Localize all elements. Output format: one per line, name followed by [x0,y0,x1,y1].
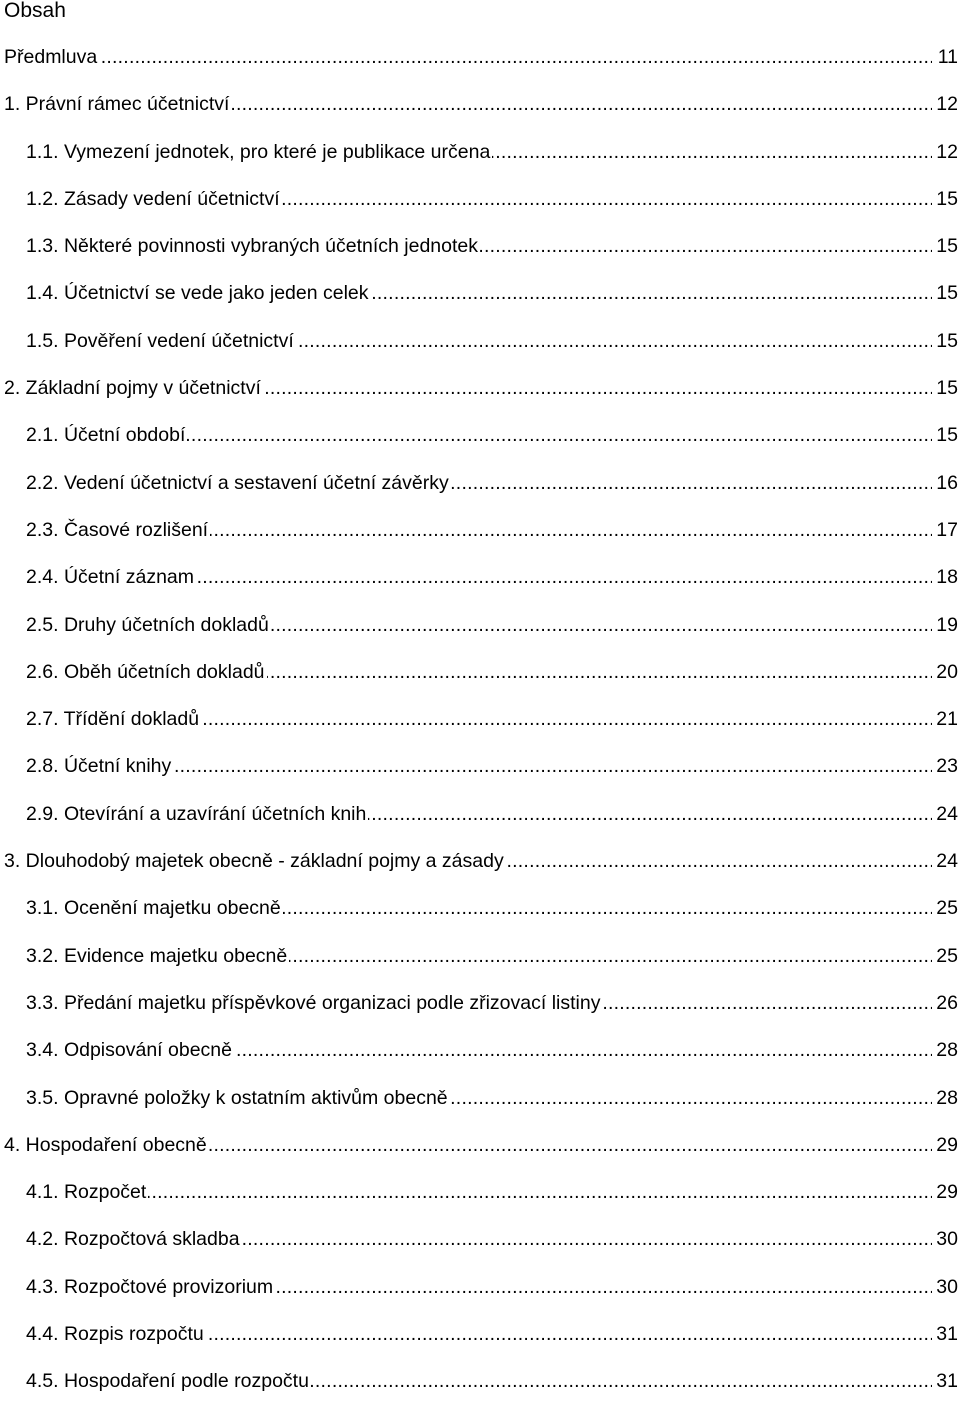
toc-dot-leader [210,517,932,543]
toc-page-number[interactable]: 31 [936,1323,958,1346]
toc-dot-leader [99,44,932,70]
toc-page-number[interactable]: 18 [936,566,958,589]
toc-page-number[interactable]: 29 [936,1181,958,1204]
toc-page-number[interactable]: 23 [936,755,958,778]
toc-entry-title[interactable]: 2.1. Účetní období [26,424,186,447]
toc-page-number[interactable]: 15 [936,329,958,352]
toc-page-number[interactable]: 12 [936,140,958,163]
toc-entry-title[interactable]: 4.3. Rozpočtové provizorium [26,1275,274,1298]
toc-entry-title[interactable]: 1.2. Zásady vedení účetnictví [26,187,280,210]
toc-entry[interactable] [0,422,960,469]
toc-entry-title[interactable]: 1.4. Účetnictví se vede jako jeden celek [26,282,369,305]
toc-dot-leader [242,1226,932,1252]
toc-entry-title[interactable]: 3.3. Předání majetku příspěvkové organizaci podle zřizovací listiny [26,991,601,1014]
toc-dot-leader [231,91,932,117]
toc-entry-title[interactable]: 4.5. Hospodaření podle rozpočtu [26,1370,309,1393]
toc-dot-leader [282,186,932,212]
toc-page-number[interactable]: 12 [936,93,958,116]
toc-entry[interactable] [0,280,960,327]
toc-entry-title[interactable]: 3.2. Evidence majetku obecně [26,944,288,967]
toc-entry[interactable] [0,706,960,753]
toc-dot-leader [451,470,932,496]
toc-entry[interactable] [0,1368,960,1415]
toc-page-number[interactable]: 15 [936,377,958,400]
toc-dot-leader [368,801,932,827]
toc-entry[interactable] [0,1037,960,1084]
toc-page-number[interactable]: 28 [936,1086,958,1109]
toc-entry[interactable] [0,753,960,800]
toc-entry[interactable] [0,659,960,706]
toc-page-number[interactable]: 30 [936,1228,958,1251]
toc-entry[interactable] [0,1274,960,1321]
toc-entry-title[interactable]: 2.5. Druhy účetních dokladů [26,613,269,636]
toc-entry-title[interactable]: 1. Právní rámec účetnictví [4,93,230,116]
toc-entry[interactable] [0,990,960,1037]
toc-entry[interactable] [0,517,960,564]
toc-entry-title[interactable]: 3.1. Ocenění majetku obecně [26,897,281,920]
toc-dot-leader [283,895,932,921]
toc-entry-title[interactable]: 2.9. Otevírání a uzavírání účetních knih [26,802,367,825]
toc-entry-title[interactable]: 4. Hospodaření obecně [4,1133,207,1156]
toc-entry-title[interactable]: 3.4. Odpisování obecně [26,1039,232,1062]
toc-entry-title[interactable]: 2.2. Vedení účetnictví a sestavení účetní závěrky [26,471,449,494]
toc-entry[interactable] [0,943,960,990]
toc-page-number[interactable]: 26 [936,991,958,1014]
toc-entry-title[interactable]: 2.3. Časové rozlišení [26,518,209,541]
toc-entry-title[interactable]: 3. Dlouhodobý majetek obecně - základní pojmy a zásady [4,850,504,873]
toc-entry[interactable] [0,612,960,659]
toc-entry[interactable] [0,186,960,233]
toc-dot-leader [602,990,932,1016]
toc-dot-leader [296,328,932,354]
toc-entry-title[interactable]: 3.5. Opravné položky k ostatním aktivům obecně [26,1086,448,1109]
toc-entry[interactable] [0,1179,960,1226]
toc-dot-leader [234,1037,932,1063]
toc-entry[interactable] [0,375,960,422]
toc-dot-leader [271,612,932,638]
toc-entry-title[interactable]: 4.4. Rozpis rozpočtu [26,1323,204,1346]
toc-dot-leader [148,1179,932,1205]
toc-page-number[interactable]: 15 [936,187,958,210]
toc-page-number[interactable]: 20 [936,660,958,683]
toc-dot-leader [371,280,932,306]
toc-dot-leader [209,1132,932,1158]
toc-entry-title[interactable]: 1.1. Vymezení jednotek, pro které je publikace určena [26,140,491,163]
toc-page-number[interactable]: 24 [936,850,958,873]
toc-page-number[interactable]: 16 [936,471,958,494]
toc-entry-title[interactable]: 2. Základní pojmy v účetnictví [4,377,261,400]
toc-entry[interactable] [0,1132,960,1179]
table-of-contents [0,44,960,1416]
toc-dot-leader [206,1321,932,1347]
toc-entry[interactable] [0,1226,960,1273]
toc-page-number[interactable]: 17 [936,518,958,541]
toc-entry-title[interactable]: 2.6. Oběh účetních dokladů [26,660,265,683]
toc-entry[interactable] [0,91,960,138]
toc-page-number[interactable]: 25 [936,897,958,920]
toc-dot-leader [480,233,932,259]
toc-dot-leader [173,753,932,779]
toc-dot-leader [492,139,932,165]
toc-page-number[interactable]: 31 [936,1370,958,1393]
toc-page-number[interactable]: 24 [936,802,958,825]
toc-entry-title[interactable]: 4.1. Rozpočet [26,1181,147,1204]
toc-entry[interactable] [0,895,960,942]
toc-dot-leader [275,1274,932,1300]
toc-page-number[interactable]: 21 [936,708,958,731]
toc-dot-leader [201,706,932,732]
toc-page-number[interactable]: 25 [936,944,958,967]
toc-entry[interactable] [0,848,960,895]
toc-page-number[interactable]: 19 [936,613,958,636]
toc-page-number[interactable]: 11 [937,46,958,68]
toc-entry[interactable] [0,44,960,91]
toc-entry[interactable] [0,470,960,517]
toc-page-number[interactable]: 30 [936,1275,958,1298]
toc-entry-title[interactable]: 2.7. Třídění dokladů [26,708,200,731]
toc-entry[interactable] [0,1321,960,1368]
toc-dot-leader [187,422,932,448]
toc-dot-leader [311,1368,932,1394]
toc-dot-leader [267,659,932,685]
toc-entry-title[interactable]: 2.4. Účetní záznam [26,566,194,589]
toc-dot-leader [506,848,932,874]
toc-page-number[interactable]: 15 [936,235,958,258]
toc-entry[interactable] [0,328,960,375]
toc-entry[interactable] [0,801,960,848]
toc-entry-title[interactable]: 1.5. Pověření vedení účetnictví [26,329,294,352]
toc-page-number[interactable]: 15 [936,424,958,447]
toc-entry-title[interactable]: 1.3. Některé povinnosti vybraných účetních jednotek [26,235,479,258]
toc-entry-title[interactable]: 2.8. Účetní knihy [26,755,172,778]
toc-entry[interactable] [0,233,960,280]
toc-entry[interactable] [0,1085,960,1132]
toc-page-number[interactable]: 29 [936,1133,958,1156]
toc-entry-title[interactable]: 4.2. Rozpočtová skladba [26,1228,240,1251]
toc-page-number[interactable]: 15 [936,282,958,305]
toc-entry[interactable] [0,564,960,611]
toc-page-number[interactable]: 28 [936,1039,958,1062]
toc-dot-leader [450,1085,932,1111]
toc-entry-title[interactable]: Předmluva [4,46,98,68]
toc-dot-leader [196,564,932,590]
toc-entry[interactable] [0,139,960,186]
toc-dot-leader [289,943,932,969]
toc-dot-leader [263,375,932,401]
toc-heading: Obsah [4,0,66,22]
